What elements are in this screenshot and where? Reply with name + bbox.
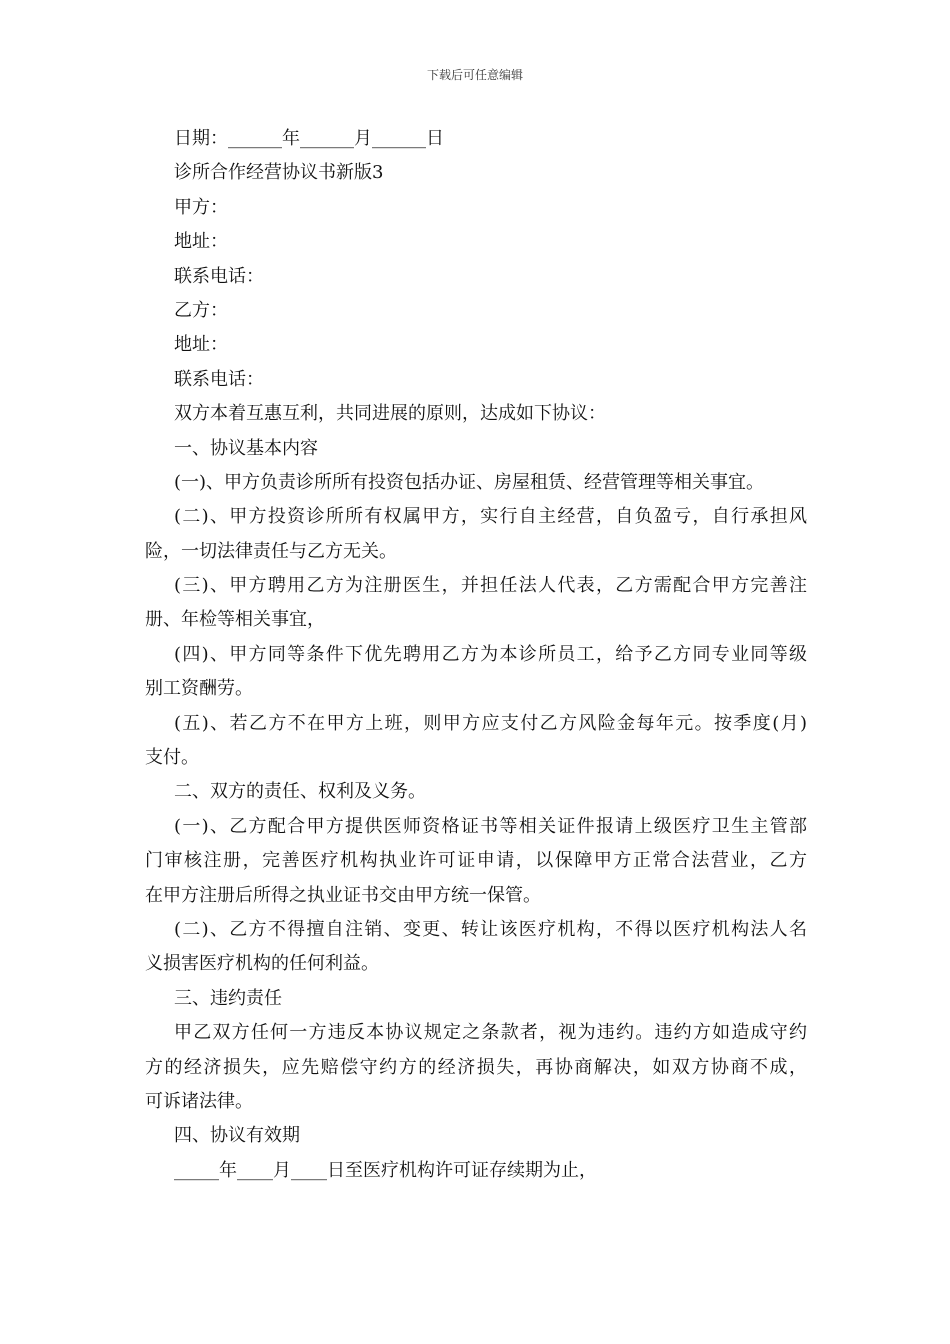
text-line: 诊所合作经营协议书新版3: [174, 162, 384, 184]
text-line: 地址：: [174, 231, 228, 253]
header-note: 下载后可任意编辑: [426, 68, 523, 82]
text-line: 可诉诸法律。: [145, 1090, 253, 1112]
text-line: 联系电话：: [174, 265, 264, 287]
text-line: (二)、乙方不得擅自注销、变更、转让该医疗机构，不得以医疗机构法人名: [174, 918, 807, 940]
text-line: 在甲方注册后所得之执业证书交由甲方统一保管。: [145, 884, 541, 906]
text-line: 支付。: [145, 747, 199, 769]
text-line: 甲乙双方任何一方违反本协议规定之条款者，视为违约。违约方如造成守约: [174, 1022, 807, 1044]
text-line: (一)、甲方负责诊所所有投资包括办证、房屋租赁、经营管理等相关事宜。: [174, 471, 765, 493]
text-line: 险，一切法律责任与乙方无关。: [145, 540, 397, 562]
text-line: 方的经济损失，应先赔偿守约方的经济损失，再协商解决，如双方协商不成，: [145, 1056, 807, 1078]
text-line: 四、协议有效期: [174, 1125, 300, 1147]
text-line: (一)、乙方配合甲方提供医师资格证书等相关证件报请上级医疗卫生主管部: [174, 815, 807, 837]
text-line: _____年____月____日至医疗机构许可证存续期为止，: [174, 1159, 597, 1181]
text-line: 二、双方的责任、权利及义务。: [174, 781, 426, 803]
text-line: 日期：______年______月______日: [174, 128, 444, 149]
text-line: 联系电话：: [174, 368, 264, 390]
text-line: 地址：: [174, 334, 228, 356]
text-line: (二)、甲方投资诊所所有权属甲方，实行自主经营，自负盈亏，自行承担风: [174, 506, 807, 528]
text-line: 甲方：: [174, 196, 228, 218]
text-line: 册、年检等相关事宜，: [145, 609, 325, 631]
text-line: (三)、甲方聘用乙方为注册医生，并担任法人代表，乙方需配合甲方完善注: [174, 575, 807, 597]
text-line: 三、违约责任: [174, 987, 282, 1009]
text-line: 别工资酬劳。: [145, 678, 253, 700]
text-line: (四)、甲方同等条件下优先聘用乙方为本诊所员工，给予乙方同专业同等级: [174, 643, 807, 665]
document-body: [145, 122, 807, 1188]
text-line: 乙方：: [174, 299, 228, 321]
text-line: 门审核注册，完善医疗机构执业许可证申请，以保障甲方正常合法营业，乙方: [145, 850, 807, 872]
text-line: 义损害医疗机构的任何利益。: [145, 953, 379, 975]
text-line: 一、协议基本内容: [174, 437, 318, 459]
text-line: 双方本着互惠互利，共同进展的原则，达成如下协议：: [174, 403, 606, 425]
text-line: (五)、若乙方不在甲方上班，则甲方应支付乙方风险金每年元。按季度(月): [174, 712, 807, 734]
